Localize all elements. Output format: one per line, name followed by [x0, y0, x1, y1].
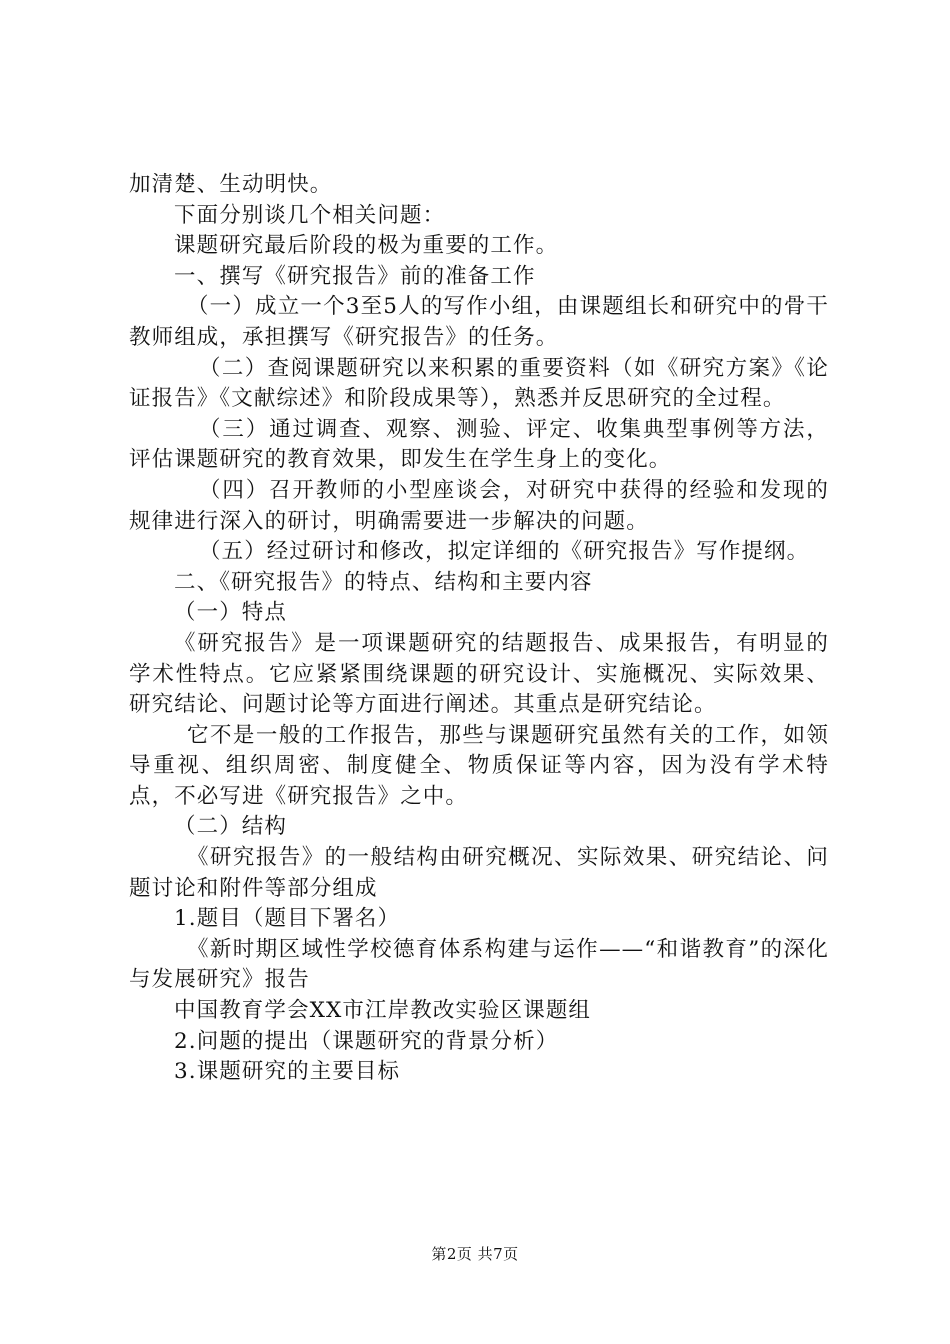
paragraph-intro: 下面分别谈几个相关问题：: [174, 202, 446, 228]
subheading-features: （一）特点: [174, 600, 288, 626]
list-item-title: 1.题目（题目下署名）: [174, 906, 401, 932]
paragraph-prep-item-3: （三）通过调查、观察、测验、评定、收集典型事例等方法，评估课题研究的教育效果，即发生在学生身上的变化。: [129, 416, 829, 473]
subheading-structure: （二）结构: [174, 814, 288, 840]
paragraph-features-description: 《研究报告》是一项课题研究的结题报告、成果报告，有明显的学术性特点。它应紧紧围绕课题的研究设计、实施概况、实际效果、研究结论、问题讨论等方面进行阐述。其重点是研究结论。: [129, 630, 829, 718]
paragraph-prep-item-5: （五）经过研讨和修改，拟定详细的《研究报告》写作提纲。: [199, 539, 810, 565]
page-number-footer: 第2页 共7页: [431, 1245, 519, 1263]
example-report-title: 《新时期区域性学校德育体系构建与运作——“和谐教育”的深化与发展研究》报告: [129, 936, 829, 993]
example-report-author: 中国教育学会XX市江岸教改实验区课题组: [174, 998, 592, 1024]
paragraph-prep-item-4: （四）召开教师的小型座谈会，对研究中获得的经验和发现的规律进行深入的研讨，明确需要进一步解决的问题。: [129, 477, 829, 534]
section-heading-preparation: 一、撰写《研究报告》前的准备工作: [174, 263, 536, 289]
paragraph-final-stage: 课题研究最后阶段的极为重要的工作。: [174, 233, 559, 259]
list-item-problem: 2.问题的提出（课题研究的背景分析）: [174, 1028, 559, 1054]
paragraph-structure-description: 《研究报告》的一般结构由研究概况、实际效果、研究结论、问题讨论和附件等部分组成: [129, 845, 829, 901]
section-heading-features: 二、《研究报告》的特点、结构和主要内容: [174, 569, 593, 595]
paragraph-not-work-report: 它不是一般的工作报告，那些与课题研究虽然有关的工作，如领导重视、组织周密、制度健全、物质保证等内容，因为没有学术特点，不必写进《研究报告》之中。: [129, 722, 829, 809]
paragraph-prep-item-2: （二）查阅课题研究以来积累的重要资料（如《研究方案》《论证报告》《文献综述》和阶段成果等），熟悉并反思研究的全过程。: [129, 355, 829, 412]
document-body: [129, 170, 829, 1088]
paragraph-continuation: 加清楚、生动明快。: [129, 172, 333, 197]
list-item-goals: 3.课题研究的主要目标: [174, 1059, 401, 1085]
paragraph-prep-item-1: （一）成立一个3至5人的写作小组，由课题组长和研究中的骨干教师组成，承担撰写《研究报告》的任务。: [129, 294, 829, 350]
